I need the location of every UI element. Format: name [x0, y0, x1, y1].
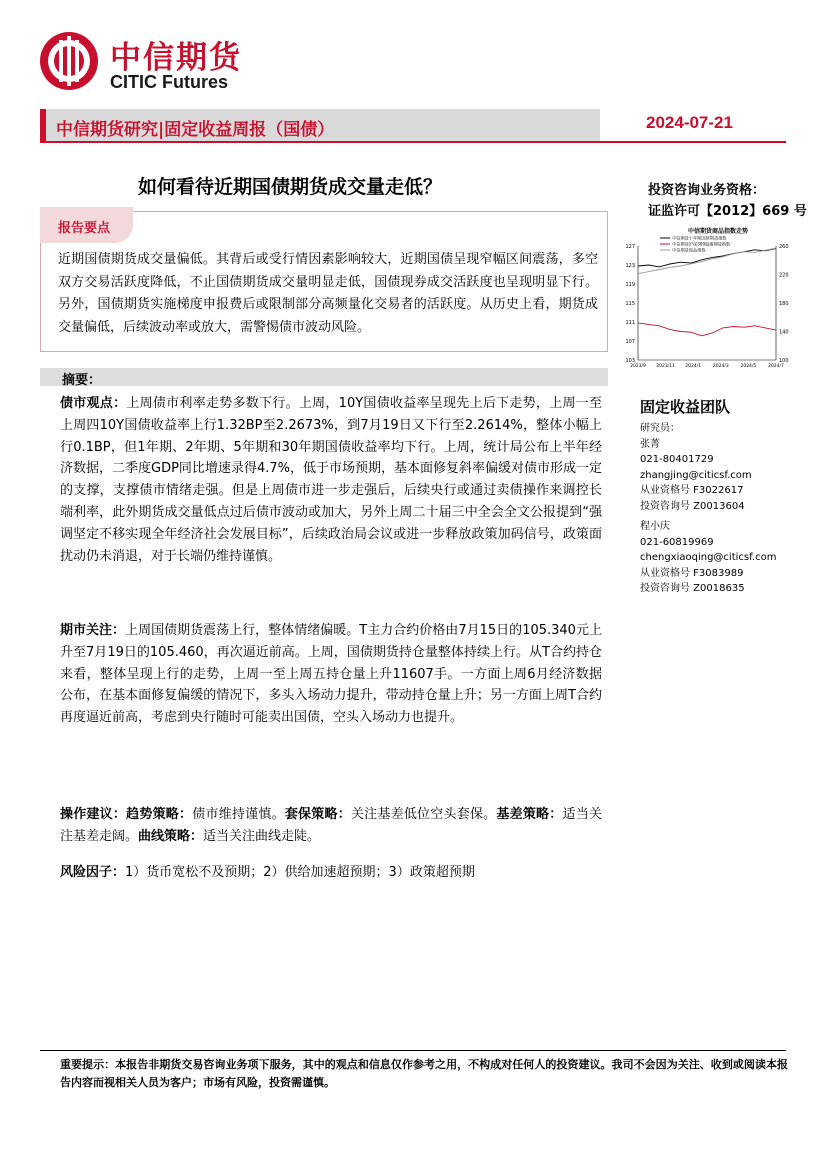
citic-logo-icon — [38, 30, 100, 92]
y-right-tick-label: 180 — [779, 301, 789, 307]
trend-text: 债市维持谨慎。 — [192, 807, 285, 822]
x-tick-label: 2023/9 — [630, 364, 646, 369]
y-left-tick-label: 103 — [625, 358, 635, 364]
summary-tag — [40, 207, 133, 243]
analyst-email[interactable]: chengxiaoqing@citicsf.com — [640, 552, 777, 563]
brand-logo — [38, 30, 258, 94]
basis-text: 适当关注基差走阔。 — [60, 807, 602, 844]
basis-label: 基差策略： — [496, 807, 563, 822]
series-line — [638, 248, 776, 267]
footer-divider — [40, 1050, 786, 1051]
analyst-2 — [640, 519, 776, 597]
bond-view-paragraph — [60, 393, 602, 567]
y-left-tick-label: 127 — [625, 244, 635, 250]
analyst-phone: 021-80401729 — [640, 454, 714, 465]
series-line — [638, 248, 776, 274]
qualification-line1: 投资咨询业务资格： — [648, 183, 766, 198]
x-tick-label: 2024/3 — [712, 364, 729, 369]
banner-accent — [40, 109, 46, 141]
x-tick-label: 2023/11 — [656, 364, 675, 369]
y-left-tick-label: 107 — [625, 339, 635, 345]
analyst-1 — [640, 421, 752, 514]
futures-paragraph — [60, 620, 602, 729]
risk-paragraph — [60, 862, 602, 884]
legend-label: 中信期货商品指数 — [672, 247, 706, 253]
analyst-consult: 投资咨询号 Z0018635 — [640, 583, 745, 594]
y-left-tick-label: 115 — [625, 301, 635, 307]
researcher-role: 研究员： — [640, 423, 680, 434]
analyst-cert: 从业资格号 F3022617 — [640, 485, 744, 496]
chart-axes — [625, 244, 788, 369]
y-right-tick-label: 140 — [779, 329, 789, 336]
curve-label: 曲线策略： — [138, 828, 204, 844]
analyst-consult: 投资咨询号 Z0013604 — [640, 500, 745, 512]
bond-view-text: 上周债市利率走势多数下行。上周，10Y国债收益率呈现先上后下走势，上周一至上周四10Y国债收益率上行1.32BP至2.2673%，到7月19日又下行至2.2614%，整体小幅上行0.1BP，但1年期、2年期、5年期和30年期国债收益率均下行。上周，统计局公布上半年经济数据，二季度GDP同比增速录得4.7%，低于市场预期，基本面修复斜率偏缓对债市形成一定的支撑，支撑债市情绪走强。但是上周债市进一步走强后，后续央行或通过卖债操作来调控长端利率，此外期货成交量低点过后债市波动或加大，另外上周二十届三中全会全文公报提到“强调坚定不移实现全年经济社会发展目标”，后续政治局会议或进一步释放政策加码信号，政策面扰动仍未消退，对于长端仍维持谨慎。 — [60, 396, 602, 564]
report-banner — [40, 109, 600, 141]
qualification-line2: 证监许可【2012】669 号 — [648, 204, 807, 219]
y-right-tick-label: 100 — [779, 358, 789, 364]
y-left-tick-label: 123 — [625, 263, 635, 269]
analyst-phone: 021-60819969 — [640, 536, 714, 548]
curve-text: 适当关注曲线走陡。 — [203, 828, 321, 844]
summary-tag-label: 报告要点 — [58, 221, 111, 236]
analyst-cert: 从业资格号 F3083989 — [640, 567, 744, 579]
chart-title: 中信期货商品指数走势 — [687, 228, 749, 235]
abstract-label: 摘要： — [62, 373, 102, 388]
qualification — [648, 180, 807, 222]
x-tick-label: 2024/1 — [685, 364, 702, 369]
banner-divider — [40, 141, 786, 143]
chart-legend — [660, 235, 731, 254]
abstract-bar — [40, 368, 608, 386]
chart-plot — [638, 248, 776, 336]
futures-text: 上周国债期货震荡上行，整体情绪偏暖。T主力合约价格由7月15日的105.340元上升至7月19日的105.460，再次逼近前高。上周，国债期货持仓量整体持续上行。从T合约持仓来看，整体呈现上行的走势，上周一至上周五持仓量上升11607手。一方面上周6月经济数据公布，在基本面修复偏缓的情况下，多头入场动力提升，带动持仓量上升；另一方面上周T合约再度逼近前高，考虑到央行随时可能卖出国债，空头入场动力也提升。 — [60, 623, 602, 726]
x-tick-label: 2024/5 — [740, 364, 757, 369]
futures-label: 期市关注： — [60, 623, 126, 638]
index-trend-chart — [618, 226, 798, 372]
series-line — [638, 323, 776, 336]
analyst-name: 张菁 — [640, 438, 660, 450]
report-date: 2024-07-21 — [646, 113, 733, 132]
banner-title: 中信期货研究|固定收益周报（国债） — [56, 120, 335, 140]
hedge-label: 套保策略： — [284, 807, 351, 822]
y-right-tick-label: 260 — [779, 244, 789, 250]
page-title: 如何看待近期国债期货成交量走低？ — [138, 176, 443, 198]
y-left-tick-label: 119 — [625, 282, 635, 288]
footer-notice: 重要提示：本报告非期货交易咨询业务项下服务，其中的观点和信息仅作参考之用，不构成对任何人的投资建议。我司不会因为关注、收到或阅读本报告内容而视相关人员为客户；市场有风险，投资需谨慎。 — [60, 1058, 788, 1089]
brand-name-cn: 中信期货 — [110, 40, 242, 76]
risk-label: 风险因子： — [60, 865, 126, 880]
trend-label: 趋势策略： — [126, 807, 193, 822]
team-title: 固定收益团队 — [640, 398, 731, 416]
brand-name-en: CITIC Futures — [110, 72, 229, 92]
ops-paragraph — [60, 804, 602, 848]
analyst-name: 程小庆 — [640, 521, 670, 532]
y-right-tick-label: 220 — [779, 272, 789, 279]
ops-label: 操作建议： — [60, 807, 127, 822]
x-tick-label: 2024/7 — [768, 364, 784, 369]
y-left-tick-label: 111 — [625, 320, 635, 326]
legend-label: 中信期货十年期国债期货指数 — [672, 235, 727, 241]
summary-text: 近期国债期货成交量偏低。其背后或受行情因素影响较大，近期国债呈现窄幅区间震荡，多空双方交易活跃度降低，不止国债期货成交量明显走低，国债现券成交活跃度也呈现明显下行。另外，国债期货实施梯度申报费后或限制部分高频量化交易者的活跃度。从历史上看，期货成交量偏低，后续波动率或放大，需警惕债市波动风险。 — [58, 252, 598, 335]
bond-view-label: 债市观点： — [60, 396, 127, 411]
legend-label: 中信期货沪深300股指期货指数 — [672, 241, 731, 247]
analyst-email[interactable]: zhangjing@citicsf.com — [640, 469, 752, 481]
risk-text: 1）货币宽松不及预期；2）供给加速超预期；3）政策超预期 — [125, 865, 475, 880]
hedge-text: 关注基差低位空头套保。 — [350, 807, 497, 822]
